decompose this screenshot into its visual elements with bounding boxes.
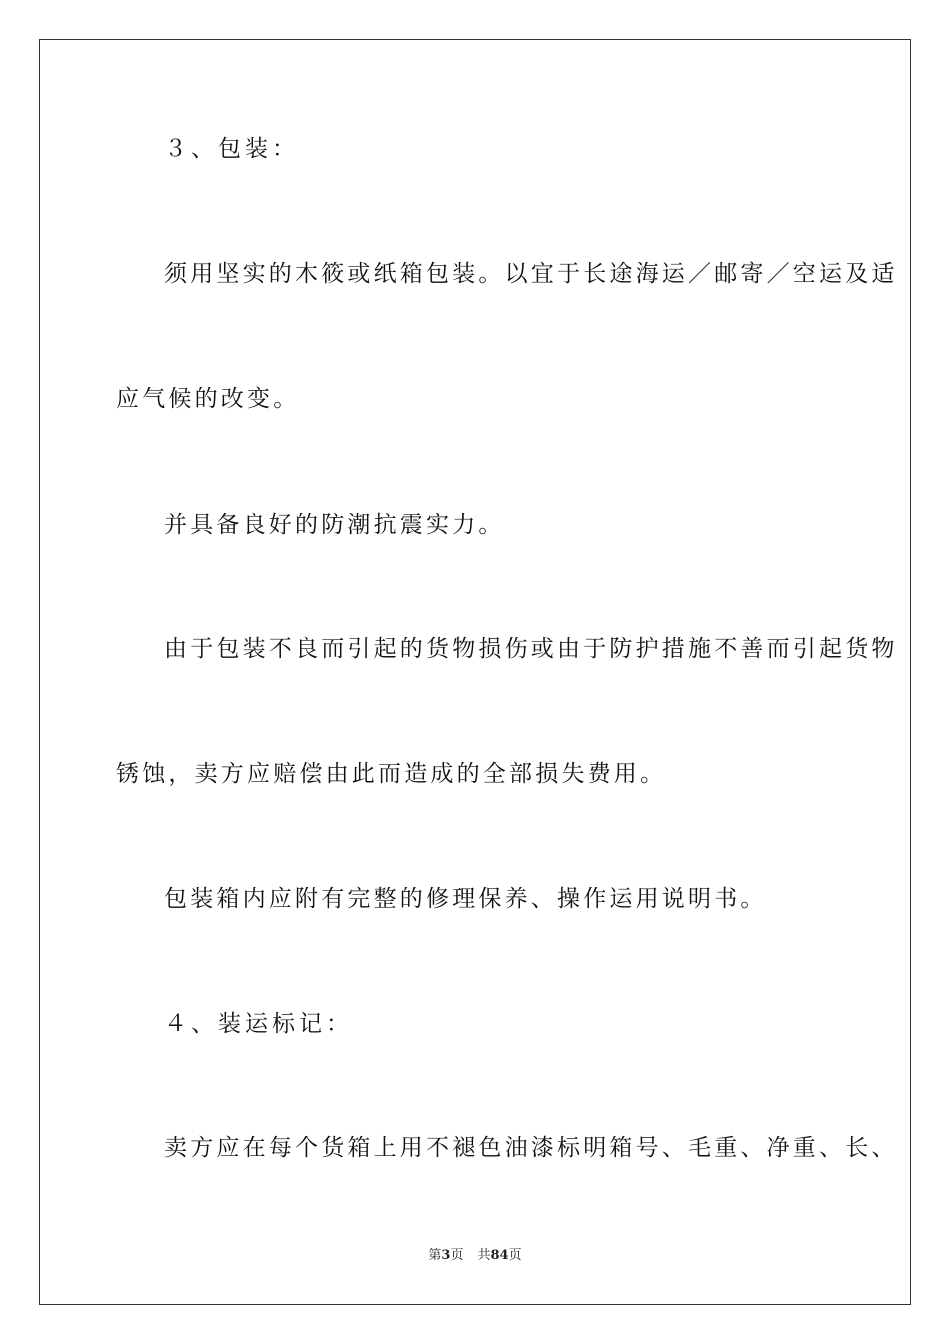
paragraph-line: 并具备良好的防潮抗震实力。 xyxy=(164,512,505,538)
paragraph-line: 包装箱内应附有完整的修理保养、操作运用说明书。 xyxy=(164,886,767,912)
footer-page-suffix: 页 xyxy=(450,1248,464,1263)
section-heading-shipping-marks: ４、装运标记： xyxy=(164,1011,353,1037)
paragraph-line: 卖方应在每个货箱上用不褪色油漆标明箱号、毛重、净重、长、 xyxy=(164,1135,898,1161)
paragraph-line: 应气候的改变。 xyxy=(116,386,300,412)
page-footer xyxy=(0,1247,950,1265)
paragraph-line: 须用坚实的木筱或纸箱包装。以宜于长途海运／邮寄／空运及适 xyxy=(164,261,898,287)
page-border xyxy=(39,39,911,1305)
paragraph-line: 由于包装不良而引起的货物损伤或由于防护措施不善而引起货物 xyxy=(164,636,898,662)
footer-page-number: 3 xyxy=(441,1248,451,1263)
section-heading-packaging: ３、包装： xyxy=(164,136,299,162)
paragraph-line: 锈蚀，卖方应赔偿由此而造成的全部损失费用。 xyxy=(116,761,667,787)
footer-total-prefix: 共 xyxy=(477,1248,491,1263)
footer-total-pages: 84 xyxy=(490,1248,509,1263)
footer-page-prefix: 第 xyxy=(428,1248,442,1263)
footer-total-suffix: 页 xyxy=(508,1248,522,1263)
